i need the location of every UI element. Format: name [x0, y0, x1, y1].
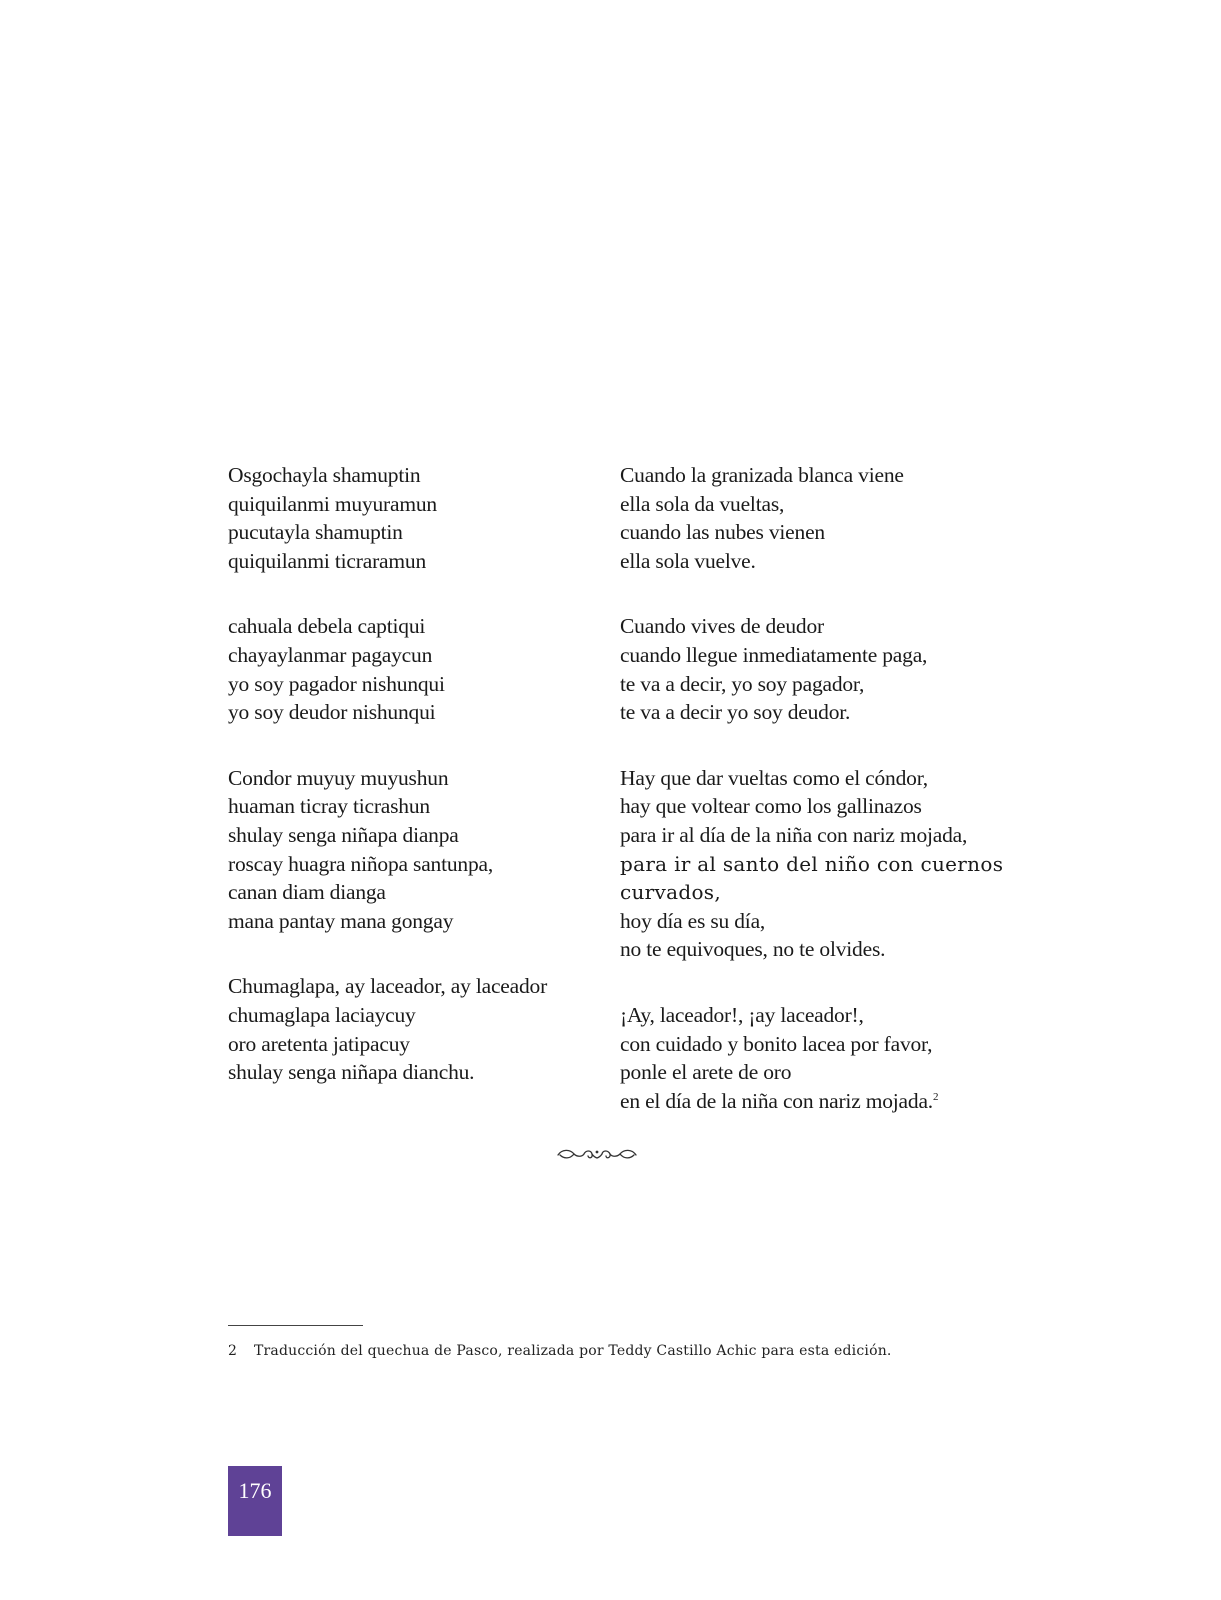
poem-line: ella sola da vueltas, [620, 491, 785, 516]
poem-line: chayaylanmar pagaycun [228, 642, 433, 667]
page-number-box [228, 1466, 282, 1536]
quechua-poem-column [228, 461, 598, 1087]
poem-line: para ir al día de la niña con nariz mojada, [620, 822, 968, 847]
poem-line: cahuala debela captiqui [228, 614, 426, 639]
poem-line: Hay que dar vueltas como el cóndor, [620, 765, 928, 790]
poem-line: hoy día es su día, [620, 908, 766, 933]
poem-line: Cuando la granizada blanca viene [620, 463, 904, 487]
poem-line: mana pantay mana gongay [228, 908, 454, 933]
stanza [620, 461, 1040, 575]
poem-line: quiquilanmi ticraramun [228, 548, 427, 573]
stanza [228, 461, 598, 575]
poem-line: Cuando vives de deudor [620, 614, 824, 639]
poem-line: canan diam dianga [228, 880, 386, 905]
poem-line: pucutayla shamuptin [228, 520, 403, 545]
poem-line: te va a decir, yo soy pagador, [620, 671, 865, 696]
stanza [620, 612, 1040, 726]
poem-line: curvados, [620, 880, 722, 905]
poem-line: shulay senga niñapa dianchu. [228, 1060, 475, 1085]
stanza [620, 764, 1040, 964]
poem-line: Condor muyuy muyushun [228, 765, 449, 790]
poem-line: cuando las nubes vienen [620, 520, 825, 545]
poem-line: roscay huagra niñopa santunpa, [228, 851, 494, 876]
poem-line: shulay senga niñapa dianpa [228, 822, 459, 847]
poem-line: oro aretenta jatipacuy [228, 1031, 410, 1056]
poem-line: yo soy pagador nishunqui [228, 671, 445, 696]
stanza [620, 1001, 1040, 1115]
poem-line: chumaglapa laciaycuy [228, 1002, 416, 1027]
poem-line: ponle el arete de oro [620, 1060, 792, 1085]
page-number: 176 [238, 1478, 272, 1503]
footnote-divider [228, 1325, 363, 1326]
footnote [228, 1343, 892, 1359]
poem-line: ella sola vuelve. [620, 548, 756, 573]
stanza [228, 972, 598, 1086]
footnote-reference[interactable]: 2 [932, 1090, 939, 1103]
poem-line: Chumaglapa, ay laceador, ay laceador [228, 974, 548, 999]
poem-line: te va a decir yo soy deudor. [620, 700, 851, 725]
poem-line: para ir al santo del niño con cuernos [620, 851, 1004, 876]
footnote-text: Traducción del quechua de Pasco, realizada por Teddy Castillo Achic para esta edición. [254, 1343, 892, 1359]
poem-line: quiquilanmi muyuramun [228, 491, 437, 516]
poem-line [620, 1087, 1040, 1116]
poem-line: yo soy deudor nishunqui [228, 700, 436, 725]
poem-line: Osgochayla shamuptin [228, 463, 421, 487]
poem-line: con cuidado y bonito lacea por favor, [620, 1031, 933, 1056]
spanish-translation-column [620, 461, 1040, 1115]
poem-line-text: en el día de la niña con nariz mojada. [620, 1088, 933, 1113]
poem-line: cuando llegue inmediatamente paga, [620, 642, 928, 667]
footnote-number: 2 [228, 1343, 238, 1359]
poem-line: ¡Ay, laceador!, ¡ay laceador!, [620, 1002, 864, 1027]
flourish-divider-icon [556, 1145, 638, 1163]
stanza [228, 764, 598, 936]
stanza [228, 612, 598, 726]
poem-line: no te equivoques, no te olvides. [620, 937, 886, 962]
poem-line: hay que voltear como los gallinazos [620, 794, 922, 819]
poem-line: huaman ticray ticrashun [228, 794, 430, 819]
